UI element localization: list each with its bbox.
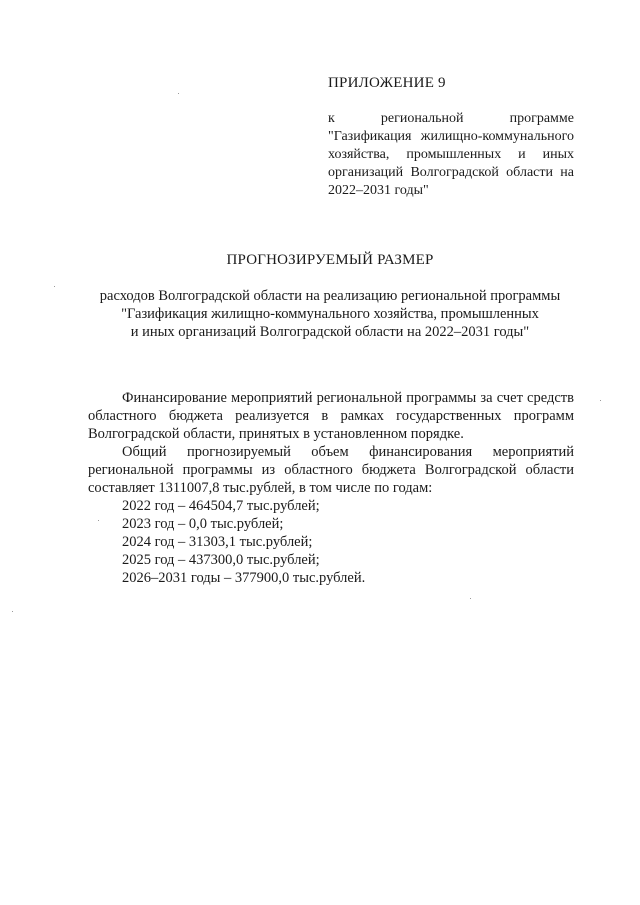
year-amount-item: 2023 год – 0,0 тыс.рублей; [122,516,284,532]
appendix-reference: к региональной программе "Газификация жилищно-коммунального хозяйства, промышленных и иных организаций Волгоградской области на 2022–2031 годы" [328,111,574,198]
scan-speck [178,93,179,94]
document-title: ПРОГНОЗИРУЕМЫЙ РАЗМЕР [226,252,434,268]
appendix-title: ПРИЛОЖЕНИЕ 9 [328,75,446,91]
year-amount-item: 2022 год – 464504,7 тыс.рублей; [122,498,320,514]
subtitle-line: и иных организаций Волгоградской области на 2022–2031 годы" [130,324,530,340]
year-amount-item: 2025 год – 437300,0 тыс.рублей; [122,552,320,568]
scan-speck [98,520,99,521]
document-subtitle [80,287,580,341]
yearly-amounts-list [88,497,574,587]
document-body [88,389,574,587]
financing-paragraph: Финансирование мероприятий региональной программы за счет средств областного бюджета реализуется в рамках государственных программ Волгоградской области, принятых в установленном порядке. [88,390,574,442]
scan-speck [470,598,471,599]
scan-speck [54,286,55,287]
subtitle-line: "Газификация жилищно-коммунального хозяйства, промышленных [121,306,539,322]
subtitle-line: расходов Волгоградской области на реализацию региональной программы [99,288,561,304]
total-volume-paragraph: Общий прогнозируемый объем финансирования мероприятий региональной программы из областного бюджета Волгоградской области составляет 1311007,8 тыс.рублей, в том числе по годам: [88,444,574,496]
appendix-header [328,74,574,200]
year-amount-item: 2026–2031 годы – 377900,0 тыс.рублей. [122,570,366,586]
scan-speck [12,611,13,612]
year-amount-item: 2024 год – 31303,1 тыс.рублей; [122,534,313,550]
scan-speck [600,400,601,401]
